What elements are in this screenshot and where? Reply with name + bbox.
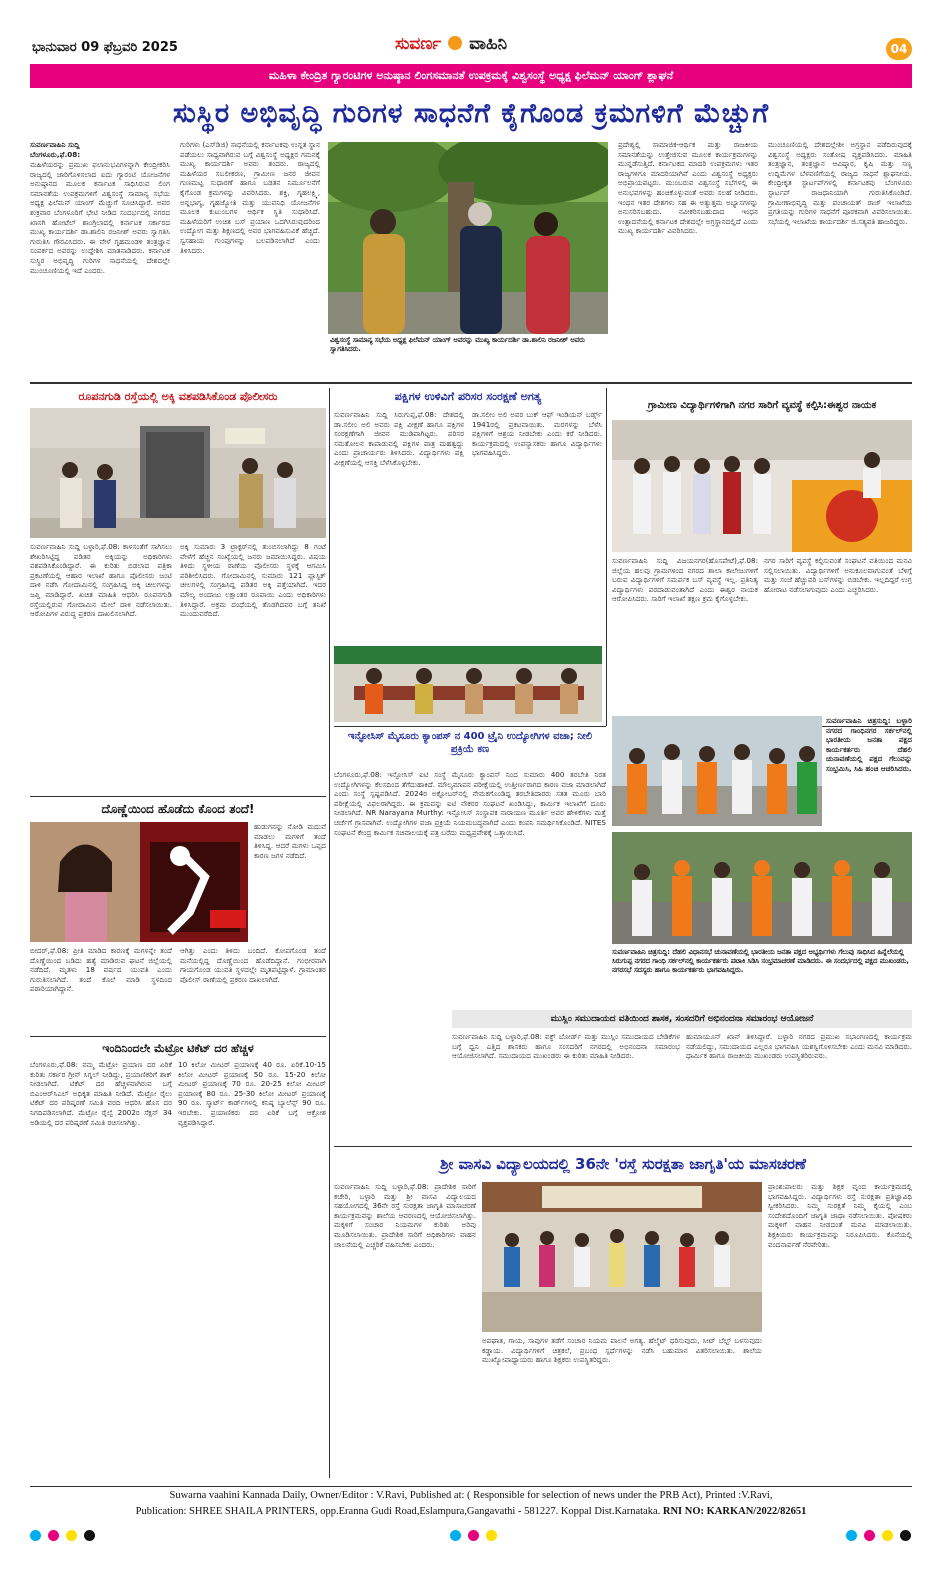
police-headline: ರೂಪನಗುಡಿ ರಸ್ತೆಯಲ್ಲಿ ಅಕ್ಕಿ ವಶಪಡಿಸಿಕೊಂಡ ಪೊಲೀಸರು	[78, 390, 278, 403]
lead-column-2: ಗುರಿಗಳು (ಎಸ್‌ಡಿಜಿ) ಸಾಧನೆಯಲ್ಲಿ ಕರ್ನಾಟಕವು ಉನ್ನತ ಸ್ಥಾನ ಪಡೆಯಲು ಸಾಧ್ಯವಾಗಿರುವ ಬಗ್ಗೆ ವಿಶ್ವಸಂಸ್ಥೆ ಅಧ್ಯಕ್ಷರ ಗಮನಕ್ಕೆ ಮುಖ್ಯ ಕಾರ್ಯದರ್ಶಿ ಅವರು ತಂದರು. ರಾಜ್ಯದಲ್ಲಿ ಮಹಿಳೆಯರ ಸಬಲೀಕರಣ, ಗ್ರಾಮೀಣ ಜನರ ಜೀವನ ಗುಣಮಟ್ಟ ಸುಧಾರಣೆ ಹಾಗೂ ಬಡತನ ನಿರ್ಮೂಲನೆಗೆ ಕೈಗೊಂಡ ಕ್ರಮಗಳನ್ನು ವಿವರಿಸಿದರು. ಶಕ್ತಿ, ಗೃಹಲಕ್ಷ್ಮಿ, ಅನ್ನಭಾಗ್ಯ, ಗೃಹಜ್ಯೋತಿ ಮತ್ತು ಯುವನಿಧಿ ಯೋಜನೆಗಳ ಮೂಲಕ ಕುಟುಂಬಗಳ ಆರ್ಥಿಕ ಸ್ಥಿತಿ ಸುಧಾರಿಸಿದೆ. ಮಹಿಳೆಯರಿಗೆ ಉಚಿತ ಬಸ್ ಪ್ರಯಾಣ ಒದಗಿಸಿರುವುದರಿಂದ ಉದ್ಯೋಗ ಮತ್ತು ಶಿಕ್ಷಣದಲ್ಲಿ ಅವರ ಭಾಗವಹಿಸುವಿಕೆ ಹೆಚ್ಚಿದೆ. ಸ್ವಸಹಾಯ ಗುಂಪುಗಳನ್ನು ಬಲಪಡಿಸಲಾಗಿದೆ ಎಂದು ತಿಳಿಸಿದರು.	[180, 140, 320, 255]
birds-photo	[334, 646, 602, 722]
column-rule	[606, 388, 607, 726]
birds-column-2: ಡಾ.ಸಲೀಂ ಅಲಿ ಅವರ ಬುಕ್ ಆಫ್ ಇಂಡಿಯನ್ ಬರ್ಡ್ಸ್ 1941ರಲ್ಲಿ ಪ್ರಕಟವಾಯಿತು. ಮರಗಳನ್ನು ಬೆಳೆಸಿ ಪಕ್ಷಿಗಳಿಗೆ ಆಶ್ರಯ ನೀಡಬೇಕು ಎಂದು ಕರೆ ನೀಡಿದರು. ಕಾರ್ಯಕ್ರಮದಲ್ಲಿ ಉಪನ್ಯಾಸಕರು ಹಾಗೂ ವಿದ್ಯಾರ್ಥಿಗಳು ಭಾಗವಹಿಸಿದ್ದರು.	[472, 410, 602, 458]
celebration-photo-2	[612, 832, 912, 944]
issue-date: ಭಾನುವಾರ 09 ಫೆಬ್ರವರಿ 2025	[32, 40, 178, 55]
masthead	[0, 0, 945, 62]
lead-photo	[328, 142, 608, 334]
divider	[30, 1036, 326, 1037]
muslim-headline: ಮುಸ್ಲಿಂ ಸಮುದಾಯದ ವತಿಯಿಂದ ಶಾಸಕ, ಸಂಸದರಿಗೆ ಅಭಿನಂದನಾ ಸಮಾರಂಭ ಆಯೋಜನೆ	[550, 1014, 814, 1024]
metro-column-1: ಬೆಂಗಳೂರು,ಫೆ.08: ನಮ್ಮ ಮೆಟ್ರೋ ಪ್ರಯಾಣ ದರ ಏರಿಕೆ ಕುರಿತು ಸರ್ಕಾರ ಗ್ರೀನ್ ಸಿಗ್ನಲ್ ನೀಡಿದ್ದು, ಪ್ರಯಾಣಿಕರಿಗೆ ಶಾಕ್ ನೀಡಲಾಗಿದೆ. ಟಿಕೆಟ್ ದರ ಹೆಚ್ಚಳವಾಗಿರುವ ಬಗ್ಗೆ ಬಿಎಂಆರ್‌ಸಿಎಲ್ ಅಧಿಕೃತ ಮಾಹಿತಿ ನೀಡಿದೆ. ಮೆಟ್ರೋ ರೈಲು ಟಿಕೆಟ್ ದರ ಪರಿಷ್ಕರಣೆ ಸಮಿತಿ ವರದಿ ಆಧರಿಸಿ ಹೊಸ ದರ ನಿಗದಿಪಡಿಸಲಾಗಿದೆ. ಮೆಟ್ರೋ ರೈಲ್ವೆ 2002ರ ಸೆಕ್ಷನ್ 34 ಅಡಿಯಲ್ಲಿ ದರ ಪರಿಷ್ಕರಣೆ ಸಮಿತಿ ರಚಿಸಲಾಗಿತ್ತು.	[30, 1060, 172, 1127]
murder-column-1: ಬೀದರ್,ಫೆ.08: ಪ್ರೀತಿ ಮಾಡಿದ ಕಾರಣಕ್ಕೆ ಮಗಳನ್ನೇ ತಂದೆ ದೊಣ್ಣೆಯಿಂದ ಬಡಿದು ಹತ್ಯೆ ಮಾಡಿರುವ ಘಟನೆ ಜಿಲ್ಲೆಯಲ್ಲಿ ನಡೆದಿದೆ. ಮೃತಳು 18 ವರ್ಷದ ಯುವತಿ ಎಂದು ಗುರುತಿಸಲಾಗಿದೆ. ತಂದೆ ಕೊಲೆ ಮಾಡಿ ಸ್ಥಳದಿಂದ ಪರಾರಿಯಾಗಿದ್ದಾನೆ.	[30, 946, 172, 994]
registration-mark	[84, 1530, 95, 1541]
rural-column-2: ನಗರ ಸಾರಿಗೆ ವ್ಯವಸ್ಥೆ ಕಲ್ಪಿಸುವಂತೆ ಸಂಘಟನೆ ವತಿಯಿಂದ ಮನವಿ ಸಲ್ಲಿಸಲಾಯಿತು. ವಿದ್ಯಾರ್ಥಿಗಳಿಗೆ ಅನುಕೂಲವಾಗುವಂತೆ ಬೆಳಿಗ್ಗೆ ಮತ್ತು ಸಂಜೆ ಹೆಚ್ಚುವರಿ ಬಸ್‌ಗಳನ್ನು ಬಿಡಬೇಕು. ಇಲ್ಲದಿದ್ದರೆ ಉಗ್ರ ಹೋರಾಟ ನಡೆಸಲಾಗುವುದು ಎಂದು ಎಚ್ಚರಿಸಿದರು.	[764, 556, 912, 594]
divider	[334, 1146, 912, 1147]
metro-headline: ಇಂದಿನಿಂದಲೇ ಮೆಟ್ರೋ ಟಿಕೆಟ್ ದರ ಹೆಚ್ಚಳ	[102, 1042, 254, 1055]
vasavi-photo	[482, 1182, 762, 1332]
metro-column-2: 10 ಕಿಲೋ ಮೀಟರ್ ಪ್ರಯಾಣಕ್ಕೆ 40 ರೂ. ಏರಿಕೆ.10-15 ಕಿಲೋ ಮೀಟರ್ ಪ್ರಯಾಣಕ್ಕೆ 50 ರೂ. 15-20 ಕಿಲೋ ಮೀಟರ್ ಪ್ರಯಾಣಕ್ಕೆ 70 ರೂ. 20-25 ಕಿಲೋ ಮೀಟರ್ ಪ್ರಯಾಣಕ್ಕೆ 80 ರೂ. 25-30 ಕಿಲೋ ಮೀಟರ್ ಪ್ರಯಾಣಕ್ಕೆ 90 ರೂ. ಸ್ಮಾರ್ಟ್ ಕಾರ್ಡ್‌ಗಳಲ್ಲಿ ಕನಿಷ್ಠ ಬ್ಯಾಲೆನ್ಸ್ 90 ರೂ. ಇರಬೇಕು. ಪ್ರಯಾಣಿಕರು ದರ ಏರಿಕೆ ಬಗ್ಗೆ ಆಕ್ರೋಶ ವ್ಯಕ್ತಪಡಿಸಿದ್ದಾರೆ.	[178, 1060, 326, 1127]
page-number: 04	[886, 38, 912, 60]
registration-mark	[864, 1530, 875, 1541]
lead-column-3: ಪ್ರದೇಶ್ಯಲ್ಲಿ ಸಾಮಾಜಿಕ-ಆರ್ಥಿಕ ಮತ್ತು ರಾಜಕೀಯ ಸಮಾನತೆಯನ್ನು ಉತ್ತೇಜಿಸುವ ಮೂಲಕ ಕಾರ್ಯಕ್ರಮಗಳನ್ನು ಮುನ್ನಡೆಸುತ್ತಿದೆ. ಕರ್ನಾಟಕದ ಮಾದರಿ ಉಪಕ್ರಮಗಳು ಇತರ ರಾಜ್ಯಗಳಿಗೂ ಮಾದರಿಯಾಗಿವೆ ಎಂದು ವಿಶ್ವಸಂಸ್ಥೆ ಅಧ್ಯಕ್ಷರು ಅಭಿಪ್ರಾಯಪಟ್ಟರು. ಮುಂಬರುವ ವಿಶ್ವಸಂಸ್ಥೆ ಸಭೆಗಳಲ್ಲಿ ಈ ಅನುಭವಗಳನ್ನು ಹಂಚಿಕೊಳ್ಳುವಂತೆ ಅವರು ಸಲಹೆ ನೀಡಿದರು. ಇಂಧನ ಇತರ ದೇಶಗಳು ಸಹ ಈ ಅತ್ಯುತ್ತಮ ಅಭ್ಯಾಸಗಳನ್ನು ಅನುಸರಿಸಬಹುದು. ನವೀಕರಿಸಬಹುದಾದ ಇಂಧನ ಉತ್ಪಾದನೆಯಲ್ಲಿ ಕರ್ನಾಟಕ ದೇಶದಲ್ಲೇ ಅಗ್ರಸ್ಥಾನದಲ್ಲಿದೆ ಎಂದು ಮುಖ್ಯ ಕಾರ್ಯದರ್ಶಿ ವಿವರಿಸಿದರು.	[618, 140, 758, 236]
rural-headline: ಗ್ರಾಮೀಣ ವಿದ್ಯಾರ್ಥಿಗಳಿಗಾಗಿ ನಗರ ಸಾರಿಗೆ ವ್ಯವಸ್ಥೆ ಕಲ್ಪಿಸಿ:ಈಶ್ವರ ನಾಯಕ	[647, 400, 877, 411]
registration-mark	[468, 1530, 479, 1541]
infosys-headline: ಇನ್ಫೋಸಿಸ್ ಮೈಸೂರು ಕ್ಯಾಂಪಸ್ ನ 400 ಟ್ರೈನಿ ಉದ್ಯೋಗಿಗಳ ವಜಾ; ನೀಲಿ ಪ್ರಕ್ರಿಯೆ ಕಣ	[347, 731, 593, 755]
birds-headline: ಪಕ್ಷಿಗಳ ಉಳಿವಿಗೆ ಪರಿಸರ ಸಂರಕ್ಷಣೆ ಅಗತ್ಯ	[394, 390, 542, 403]
logo-text-right: ವಾಹಿನಿ	[469, 34, 508, 54]
rural-column-1: ಸುವರ್ಣವಾಹಿನಿ ಸುದ್ದಿ ವಿಜಯನಗರ(ಹೊಸಪೇಟೆ),ಫೆ.08: ಜಿಲ್ಲೆಯ ಹಲವು ಗ್ರಾಮಗಳಿಂದ ನಗರದ ಶಾಲಾ ಕಾಲೇಜುಗಳಿಗೆ ಬರುವ ವಿದ್ಯಾರ್ಥಿಗಳಿಗೆ ಸಮರ್ಪಕ ಬಸ್ ವ್ಯವಸ್ಥೆ ಇಲ್ಲ. ಪ್ರತಿನಿತ್ಯ ವಿದ್ಯಾರ್ಥಿಗಳು ಪರದಾಡುವಂತಾಗಿದೆ ಎಂದು ಈಶ್ವರ ನಾಯಕ ಆರೋಪಿಸಿದರು. ಸಾರಿಗೆ ಇಲಾಖೆ ತಕ್ಷಣ ಕ್ರಮ ಕೈಗೊಳ್ಳಬೇಕು.	[612, 556, 758, 604]
birds-column-1: ಸುವರ್ಣವಾಹಿನಿ ಸುದ್ದಿ ಸಿರುಗುಪ್ಪ,ಫೆ.08: ದೇಶದಲ್ಲಿ ಡಾ.ಸಲೀಂ ಅಲಿ ಅವರು ಪಕ್ಷಿ ವೀಕ್ಷಣೆ ಹಾಗೂ ಪಕ್ಷಿಗಳ ಸಂರಕ್ಷಣೆಗಾಗಿ ಜೀವನ ಮುಡಿಪಾಗಿಟ್ಟರು. ಪರಿಸರ ಸಮತೋಲನ ಕಾಪಾಡುವಲ್ಲಿ ಪಕ್ಷಿಗಳ ಪಾತ್ರ ಮಹತ್ವದ್ದು ಎಂದು ಪ್ರಾಚಾರ್ಯರು ತಿಳಿಸಿದರು. ವಿದ್ಯಾರ್ಥಿಗಳು ಪಕ್ಷಿ ವೀಕ್ಷಣೆಯಲ್ಲಿ ಆಸಕ್ತಿ ಬೆಳೆಸಿಕೊಳ್ಳಬೇಕು.	[334, 410, 464, 467]
masthead-logo	[395, 34, 555, 58]
vasavi-column-3: ಪ್ರಾಂಶುಪಾಲರು ಮತ್ತು ಶಿಕ್ಷಕ ವೃಂದ ಕಾರ್ಯಕ್ರಮದಲ್ಲಿ ಭಾಗವಹಿಸಿದ್ದರು. ವಿದ್ಯಾರ್ಥಿಗಳು ರಸ್ತೆ ಸುರಕ್ಷತಾ ಪ್ರತಿಜ್ಞಾವಿಧಿ ಸ್ವೀಕರಿಸಿದರು. ನಿಮ್ಮ ಸುರಕ್ಷತೆ ನಿಮ್ಮ ಕೈಯಲ್ಲಿ ಎಂಬ ಸಂದೇಶದೊಂದಿಗೆ ಜಾಗೃತಿ ಜಾಥಾ ನಡೆಸಲಾಯಿತು. ಪೋಷಕರು ಮಕ್ಕಳಿಗೆ ವಾಹನ ನೀಡದಂತೆ ಮನವಿ ಮಾಡಲಾಯಿತು. ಶಿಕ್ಷಕಿಯರು ಕಾರ್ಯಕ್ರಮವನ್ನು ನಿರೂಪಿಸಿದರು. ಕೊನೆಯಲ್ಲಿ ವಂದನಾರ್ಪಣೆ ನೆರವೇರಿತು.	[768, 1182, 912, 1249]
column-rule	[329, 388, 330, 1478]
lead-photo-caption: ವಿಶ್ವಸಂಸ್ಥೆ ಸಾಮಾನ್ಯ ಸಭೆಯ ಅಧ್ಯಕ್ಷ ಫಿಲೆಮನ್ ಯಾಂಗ್ ಅವರನ್ನು ಮುಖ್ಯ ಕಾರ್ಯದರ್ಶಿ ಡಾ.ಶಾಲಿನಿ ರಜನೀಶ್ ಅವರು ಸ್ವಾಗತಿಸಿದರು.	[330, 336, 585, 353]
police-column-1: ಸುವರ್ಣವಾಹಿನಿ ಸುದ್ದಿ ಬಳ್ಳಾರಿ,ಫೆ.08: ಕಾಳಸಂತೆಗೆ ಸಾಗಿಸಲು ಶೇಖರಿಸಿಟ್ಟಿದ್ದ ಪಡಿತರ ಅಕ್ಕಿಯನ್ನು ಅಧಿಕಾರಿಗಳು ವಶಪಡಿಸಿಕೊಂಡಿದ್ದಾರೆ. ಈ ಕುರಿತು ಬಿಡಲಾದ ಪತ್ರಿಕಾ ಪ್ರಕಟಣೆಯಲ್ಲಿ ಆಹಾರ ಇಲಾಖೆ ಹಾಗೂ ಪೊಲೀಸರು ಜಂಟಿ ದಾಳಿ ನಡೆಸಿ ಗೋದಾಮಿನಲ್ಲಿ ಸಂಗ್ರಹಿಸಿದ್ದ ಅಕ್ಕಿ ಚೀಲಗಳನ್ನು ಜಪ್ತಿ ಮಾಡಿದ್ದಾರೆ. ಖಚಿತ ಮಾಹಿತಿ ಆಧರಿಸಿ ರೂಪನಗುಡಿ ರಸ್ತೆಯಲ್ಲಿರುವ ಗೋದಾಮಿನ ಮೇಲೆ ದಾಳಿ ನಡೆಸಲಾಯಿತು. ಆರೋಪಿಗಳ ವಿರುದ್ಧ ಪ್ರಕರಣ ದಾಖಲಿಸಲಾಗಿದೆ.	[30, 542, 172, 619]
infosys-body: ಬೆಂಗಳೂರು,ಫೆ.08: ಇನ್ಫೋಸಿಸ್ ಐಟಿ ಸಂಸ್ಥೆ ಮೈಸೂರು ಕ್ಯಾಂಪಸ್ ನಿಂದ ಸುಮಾರು 400 ತರಬೇತಿ ನಿರತ ಉದ್ಯೋಗಿಗಳನ್ನು ಕೆಲಸದಿಂದ ತೆಗೆದುಹಾಕಿದೆ. ಮೌಲ್ಯಮಾಪನ ಪರೀಕ್ಷೆಯಲ್ಲಿ ಉತ್ತೀರ್ಣರಾಗದ ಕಾರಣ ವಜಾ ಮಾಡಲಾಗಿದೆ ಎಂದು ಸಂಸ್ಥೆ ಸ್ಪಷ್ಟಪಡಿಸಿದೆ. 2024ರ ಅಕ್ಟೋಬರ್‌ನಲ್ಲಿ ನೇಮಕಗೊಂಡಿದ್ದ ತರಬೇತಿದಾರರು ಸತತ ಮೂರು ಬಾರಿ ಪರೀಕ್ಷೆಯಲ್ಲಿ ವಿಫಲರಾಗಿದ್ದರು. ಈ ಕ್ರಮವನ್ನು ಐಟಿ ನೌಕರರ ಸಂಘಟನೆ ಖಂಡಿಸಿದ್ದು, ಕಾರ್ಮಿಕ ಇಲಾಖೆಗೆ ದೂರು ನೀಡಲಾಗಿದೆ. NR Narayana Murthy: ಇನ್ಫೋಸಿಸ್ ಸಂಸ್ಥಾಪಕ ನಾರಾಯಣ ಮೂರ್ತಿ ಅವರ ಹೇಳಿಕೆಗಳು ಮತ್ತೆ ಚರ್ಚೆಗೆ ಗ್ರಾಸವಾಗಿವೆ. ಉದ್ಯೋಗಿಗಳ ವಜಾ ಪ್ರಕ್ರಿಯೆ ನಿಯಮಬದ್ಧವಾಗಿದೆ ಎಂದು ಕಂಪನಿ ಸಮರ್ಥಿಸಿಕೊಂಡಿದೆ. NITES ಸಂಘಟನೆ ಕೇಂದ್ರ ಕಾರ್ಮಿಕ ಸಚಿವಾಲಯಕ್ಕೆ ಪತ್ರ ಬರೆದು ಮಧ್ಯಪ್ರವೇಶಕ್ಕೆ ಒತ್ತಾಯಿಸಿದೆ.	[334, 770, 606, 837]
muslim-column-1: ಸುವರ್ಣವಾಹಿನಿ ಸುದ್ದಿ ಬಳ್ಳಾರಿ,ಫೆ.08: ವಕ್ಫ್ ಬೋರ್ಡ್ ಮತ್ತು ಮುಸ್ಲಿಂ ಸಮುದಾಯದ ಬೇಡಿಕೆಗಳ ಬಗ್ಗೆ ಧ್ವನಿ ಎತ್ತಿದ ಶಾಸಕರು ಹಾಗೂ ಸಂಸದರಿಗೆ ನಗರದಲ್ಲಿ ಅಭಿನಂದನಾ ಸಮಾರಂಭ ಆಯೋಜಿಸಲಾಗಿದೆ. ಸಮುದಾಯದ ಮುಖಂಡರು ಈ ಕುರಿತು ಮಾಹಿತಿ ನೀಡಿದರು.	[452, 1032, 680, 1061]
police-photo	[30, 408, 326, 538]
lead-column-4: ಮುಂಚೂಣಿಯಲ್ಲಿ ದೇಶದಲ್ಲೇಶೀ ಅಗ್ರಸ್ಥಾನ ಪಡೆದಿರುವುದಕ್ಕೆ ವಿಶ್ವಸಂಸ್ಥೆ ಅಧ್ಯಕ್ಷರು ಸಂತೋಷ ವ್ಯಕ್ತಪಡಿಸಿದರು. ಮಾಹಿತಿ ತಂತ್ರಜ್ಞಾನ, ತಂತ್ರಜ್ಞಾನ ಆವಿಷ್ಕಾರ, ಕೃಷಿ ಮತ್ತು ಸಣ್ಣ ಉದ್ದಿಮೆಗಳ ಬೆಳವಣಿಗೆಯಲ್ಲಿ ರಾಜ್ಯದ ಸಾಧನೆ ಶ್ಲಾಘನೀಯ. ಕೇಂದ್ರೀಕೃತ ಸ್ಟಾರ್ಟಪ್‌ಗಳಲ್ಲಿ ಕರ್ನಾಟಕವು ಬೆಂಗಳೂರು ಸ್ಟಾರ್ಟಪ್ ರಾಜಧಾನಿಯಾಗಿ ಗುರುತಿಸಿಕೊಂಡಿದೆ. ಗ್ರಾಮೀಣಾಭಿವೃದ್ಧಿ ಮತ್ತು ಪಂಚಾಯತ್ ರಾಜ್ ಇಲಾಖೆಯ ಪ್ರಗತಿಯನ್ನು ಗುರಿಗಳ ಸಾಧನೆಗೆ ಪೂರಕವಾಗಿ ವಿವರಿಸಲಾಯಿತು. ಸಭೆಯಲ್ಲಿ ಇಲಾಖೆಯ ಕಾರ್ಯದರ್ಶಿ ಜಿ.ಸತ್ಯವತಿ ಹಾಜರಿದ್ದರು.	[768, 140, 912, 226]
celebration-bottom-caption: ಸುವರ್ಣವಾಹಿನಿ ಚಿತ್ರಸುದ್ದಿ: ದೆಹಲಿ ವಿಧಾನಸಭೆ ಚುನಾವಣೆಯಲ್ಲಿ ಭಾರತೀಯ ಜನತಾ ಪಕ್ಷದ ಅಭ್ಯರ್ಥಿಗಳು ಗೆಲುವು ಸಾಧಿಸಿದ ಹಿನ್ನೆಲೆಯಲ್ಲಿ ಸಿರುಗುಪ್ಪ ನಗರದ ಗಾಂಧಿ ಸರ್ಕಲ್‌ನಲ್ಲಿ ಕಾರ್ಯಕರ್ತರು ಪಟಾಕಿ ಸಿಡಿಸಿ ಸಂಭ್ರಮಾಚರಣೆ ಮಾಡಿದರು. ಈ ಸಂದರ್ಭದಲ್ಲಿ ಪಕ್ಷದ ಮುಖಂಡರು, ನಗರಸಭೆ ಸದಸ್ಯರು ಹಾಗೂ ಕಾರ್ಯಕರ್ತರು ಭಾಗವಹಿಸಿದ್ದರು.	[612, 948, 909, 974]
murder-headline: ದೊಣ್ಣೆಯಿಂದ ಹೊಡೆದು ಕೊಂದ ತಂದೆ!	[101, 802, 255, 816]
police-column-2: ಅಕ್ಕಿ ಸುಮಾರು 3 ಟ್ರಾಕ್ಟರ್‌ನಲ್ಲಿ ತುಂಬಿಸಲಾಗಿದ್ದು 8 ಗಂಟೆ ವೇಳೆಗೆ ಹೆಚ್ಚಿನ ಸಂಖ್ಯೆಯಲ್ಲಿ ಜನರು ಜಮಾಯಿಸಿದ್ದರು. ವಿಷಯ ತಿಳಿದು ಸ್ಥಳೀಯ ಠಾಣೆಯ ಪೊಲೀಸರು ಸ್ಥಳಕ್ಕೆ ಆಗಮಿಸಿ ಪರಿಶೀಲಿಸಿದರು. ಗೋದಾಮಿನಲ್ಲಿ ಸುಮಾರು 121 ಪ್ಲಾಸ್ಟಿಕ್ ಚೀಲಗಳಲ್ಲಿ ಸಂಗ್ರಹಿಸಿದ್ದ ಪಡಿತರ ಅಕ್ಕಿ ಪತ್ತೆಯಾಗಿದೆ. ಇದರ ಮೌಲ್ಯ ಅಂದಾಜು ಲಕ್ಷಾಂತರ ರೂಪಾಯಿ ಎಂದು ಅಧಿಕಾರಿಗಳು ತಿಳಿಸಿದ್ದಾರೆ. ಅಕ್ರಮ ದಂಧೆಯಲ್ಲಿ ತೊಡಗಿದವರ ಬಗ್ಗೆ ತನಿಖೆ ಮುಂದುವರೆದಿದೆ.	[180, 542, 326, 619]
footer-imprint: Suwarna vaahini Kannada Daily, Owner/Editor : V.Ravi, Published at: ( Responsible for selection of news under the PRB Act), Printed :V.Ravi,	[169, 1490, 773, 1501]
rural-photo	[612, 420, 912, 552]
registration-mark	[900, 1530, 911, 1541]
celebration-side-caption: ಸುವರ್ಣವಾಹಿನಿ ಚಿತ್ರಸುದ್ದಿ: ಬಳ್ಳಾರಿ ನಗರದ ಗಾಂಧಿನಗರ ಸರ್ಕಲ್‌ನಲ್ಲಿ ಭಾರತೀಯ ಜನತಾ ಪಕ್ಷದ ಕಾರ್ಯಕರ್ತರು ದೆಹಲಿ ಚುನಾವಣೆಯಲ್ಲಿ ಪಕ್ಷದ ಗೆಲುವನ್ನು ಸಂಭ್ರಮಿಸಿ, ಸಿಹಿ ಹಂಚಿ ಆಚರಿಸಿದರು.	[826, 716, 912, 773]
registration-mark	[66, 1530, 77, 1541]
logo-text-left: ಸುವರ್ಣ	[395, 34, 442, 54]
lead-headline: ಸುಸ್ಥಿರ ಅಭಿವೃದ್ಧಿ ಗುರಿಗಳ ಸಾಧನೆಗೆ ಕೈಗೊಂಡ ಕ್ರಮಗಳಿಗೆ ಮೆಚ್ಚುಗೆ	[172, 98, 770, 129]
divider	[30, 796, 326, 797]
footer-rni: RNI NO: KARKAN/2022/82651	[662, 1506, 807, 1517]
lead-kicker: ಮಹಿಳಾ ಕೇಂದ್ರಿತ ಗ್ಯಾರಂಟಿಗಳ ಅನುಷ್ಠಾನ ಲಿಂಗಸಮಾನತೆ ಉಪಕ್ರಮಕ್ಕೆ ವಿಶ್ವಸಂಸ್ಥೆ ಅಧ್ಯಕ್ಷ ಫಿಲೆಮನ್ ಯಾಂಗ್ ಶ್ಲಾಘನೆ	[268, 69, 674, 82]
registration-mark	[48, 1530, 59, 1541]
registration-mark	[846, 1530, 857, 1541]
celebration-photo-1	[612, 716, 822, 826]
divider	[334, 726, 606, 727]
footer-address: Publication: SHREE SHAILA PRINTERS, opp.Eranna Gudi Road,Eslampura,Gangavathi - 581227. Koppal Dist.Karnataka.	[135, 1506, 661, 1517]
murder-side-text: ಹುಡುಗನನ್ನು ನೋಡಿ ಮದುವೆ ಮಾಡಲು ಮಗಳಿಗೆ ತಂದೆ ತಿಳಿಸಿದ್ದ. ಆದರೆ ಮಗಳು ಒಪ್ಪದ ಕಾರಣ ಜಗಳ ನಡೆದಿದೆ.	[254, 822, 326, 860]
lead-column-1: ಮಹಿಳೆಯರನ್ನು ಪ್ರಮುಖ ಫಲಾನುಭವಿಗಳನ್ನಾಗಿ ಕೇಂದ್ರೀಕರಿಸಿ ರಾಜ್ಯದಲ್ಲಿ ಜಾರಿಗೊಳಿಸಲಾದ ಐದು ಗ್ಯಾರಂಟಿ ಯೋಜನೆಗಳ ಅನುಷ್ಠಾನದ ಮೂಲಕ ಕರ್ನಾಟಕ ಸಾಧಿಸಿರುವ ಲಿಂಗ ಸಮಾನತೆಯ ಉಪಕ್ರಮಗಳಿಗೆ ವಿಶ್ವಸಂಸ್ಥೆ ಸಾಮಾನ್ಯ ಸಭೆಯ ಅಧ್ಯಕ್ಷ ಫಿಲೆಮನ್ ಯಾಂಗ್ ಮೆಚ್ಚುಗೆ ಸೂಚಿಸಿದ್ದಾರೆ. ಅವರ ಶುಕ್ರವಾರ ಬೆಂಗಳೂರಿಗೆ ಭೇಟಿ ನೀಡಿದ ಸಂದರ್ಭದಲ್ಲಿ ನಗರದ ಖಾಸಗಿ ಹೋಟೆಲ್ ಶಾಂಗ್ರಿಲಾದಲ್ಲಿ ಕರ್ನಾಟಕ ಸರ್ಕಾರದ ಮುಖ್ಯ ಕಾರ್ಯದರ್ಶಿ ಡಾ.ಶಾಲಿನಿ ರಜನೀಶ್ ಅವರು ಸ್ವಾಗತಿಸಿ ಗುರುತಿಸಿ ಗೌರವಿಸಿದರು. ಈ ವೇಳೆ ಗೃಹಮಂಡಳಿ ತಂತ್ರಜ್ಞಾನ ಸಂಪರ್ಕದ ಅವರನ್ನು ಉದ್ದೇಶಿಸಿ ಮಾತನಾಡಿದರು. ಕರ್ನಾಟಕ ಸುಸ್ಥಿರ ಅಭಿವೃದ್ಧಿ ಗುರಿಗಳ ಸಾಧನೆಯಲ್ಲಿ ದೇಶದಲ್ಲೇ ಮುಂಚೂಣಿಯಲ್ಲಿ ಇದೆ ಎಂದರು.	[30, 160, 170, 275]
divider	[30, 382, 912, 384]
vasavi-column-1: ಸುವರ್ಣವಾಹಿನಿ ಸುದ್ದಿ ಬಳ್ಳಾರಿ,ಫೆ.08: ಪ್ರಾದೇಶಿಕ ಸಾರಿಗೆ ಕಚೇರಿ, ಬಳ್ಳಾರಿ ಮತ್ತು ಶ್ರೀ ವಾಸವಿ ವಿದ್ಯಾಲಯದ ಸಹಯೋಗದಲ್ಲಿ 36ನೇ ರಸ್ತೆ ಸುರಕ್ಷತಾ ಜಾಗೃತಿ ಮಾಸಾಚರಣೆ ಕಾರ್ಯಕ್ರಮವನ್ನು ಶಾಲೆಯ ಆವರಣದಲ್ಲಿ ಆಯೋಜಿಸಲಾಗಿತ್ತು. ಮಕ್ಕಳಿಗೆ ಸಂಚಾರ ನಿಯಮಗಳ ಕುರಿತು ಅರಿವು ಮೂಡಿಸಲಾಯಿತು. ಪ್ರಾದೇಶಿಕ ಸಾರಿಗೆ ಅಧಿಕಾರಿಗಳು ವಾಹನ ಚಾಲನೆಯಲ್ಲಿ ಎಚ್ಚರಿಕೆ ವಹಿಸಬೇಕು ಎಂದರು.	[334, 1182, 476, 1249]
registration-mark	[450, 1530, 461, 1541]
registration-mark	[486, 1530, 497, 1541]
sun-icon	[448, 36, 462, 50]
murder-column-2: ಆಗಿತ್ತು ಎಂದು ತಿಳಿದು ಬಂದಿದೆ. ಕೋಪಗೊಂಡ ತಂದೆ ಮನೆಯಲ್ಲಿದ್ದ ದೊಣ್ಣೆಯಿಂದ ಹೊಡೆದಿದ್ದಾನೆ. ಗಂಭೀರವಾಗಿ ಗಾಯಗೊಂಡ ಯುವತಿ ಸ್ಥಳದಲ್ಲೇ ಮೃತಪಟ್ಟಿದ್ದಾಳೆ. ಗ್ರಾಮಾಂತರ ಪೊಲೀಸ್ ಠಾಣೆಯಲ್ಲಿ ಪ್ರಕರಣ ದಾಖಲಾಗಿದೆ.	[180, 946, 326, 984]
registration-mark	[882, 1530, 893, 1541]
vasavi-headline: ಶ್ರೀ ವಾಸವಿ ವಿದ್ಯಾಲಯದಲ್ಲಿ 36ನೇ 'ರಸ್ತೆ ಸುರಕ್ಷತಾ ಜಾಗೃತಿ'ಯ ಮಾಸಚರಣೆ	[440, 1155, 806, 1173]
footer-rule	[30, 1486, 912, 1487]
registration-mark	[30, 1530, 41, 1541]
lead-dateline: ಸುವರ್ಣವಾಹಿನಿ ಸುದ್ದಿ ಬೆಂಗಳೂರು,ಫೆ.08:	[30, 140, 81, 159]
muslim-column-2: ಹುಮಾಯೂನ್ ಖಾನ್ ತಿಳಿಸಿದ್ದಾರೆ. ಬಳ್ಳಾರಿ ನಗರದ ಪ್ರಮುಖ ಸಭಾಂಗಣದಲ್ಲಿ ಕಾರ್ಯಕ್ರಮ ನಡೆಯಲಿದ್ದು, ಸಮುದಾಯದ ಎಲ್ಲರೂ ಭಾಗವಹಿಸಿ ಯಶಸ್ವಿಗೊಳಿಸಬೇಕು ಎಂದು ಮನವಿ ಮಾಡಿದರು. ಧಾರ್ಮಿಕ ಹಾಗೂ ರಾಜಕೀಯ ಮುಖಂಡರು ಉಪಸ್ಥಿತರಿರುವರು.	[686, 1032, 912, 1061]
murder-photo	[30, 822, 248, 942]
footer-publication	[30, 1506, 912, 1517]
vasavi-column-2: ಅಪಘಾತ, ಗಾಯ, ಸಾವುಗಳ ತಡೆಗೆ ಸಂಚಾರ ನಿಯಮ ಪಾಲನೆ ಅಗತ್ಯ. ಹೆಲ್ಮೆಟ್ ಧರಿಸುವುದು, ಸೀಟ್ ಬೆಲ್ಟ್ ಬಳಸುವುದು ಕಡ್ಡಾಯ. ವಿದ್ಯಾರ್ಥಿಗಳಿಗೆ ಚಿತ್ರಕಲೆ, ಪ್ರಬಂಧ ಸ್ಪರ್ಧೆಗಳನ್ನು ನಡೆಸಿ ಬಹುಮಾನ ವಿತರಿಸಲಾಯಿತು. ಶಾಲೆಯ ಮುಖ್ಯೋಪಾಧ್ಯಾಯರು ಹಾಗೂ ಶಿಕ್ಷಕರು ಉಪಸ್ಥಿತರಿದ್ದರು.	[482, 1336, 762, 1365]
